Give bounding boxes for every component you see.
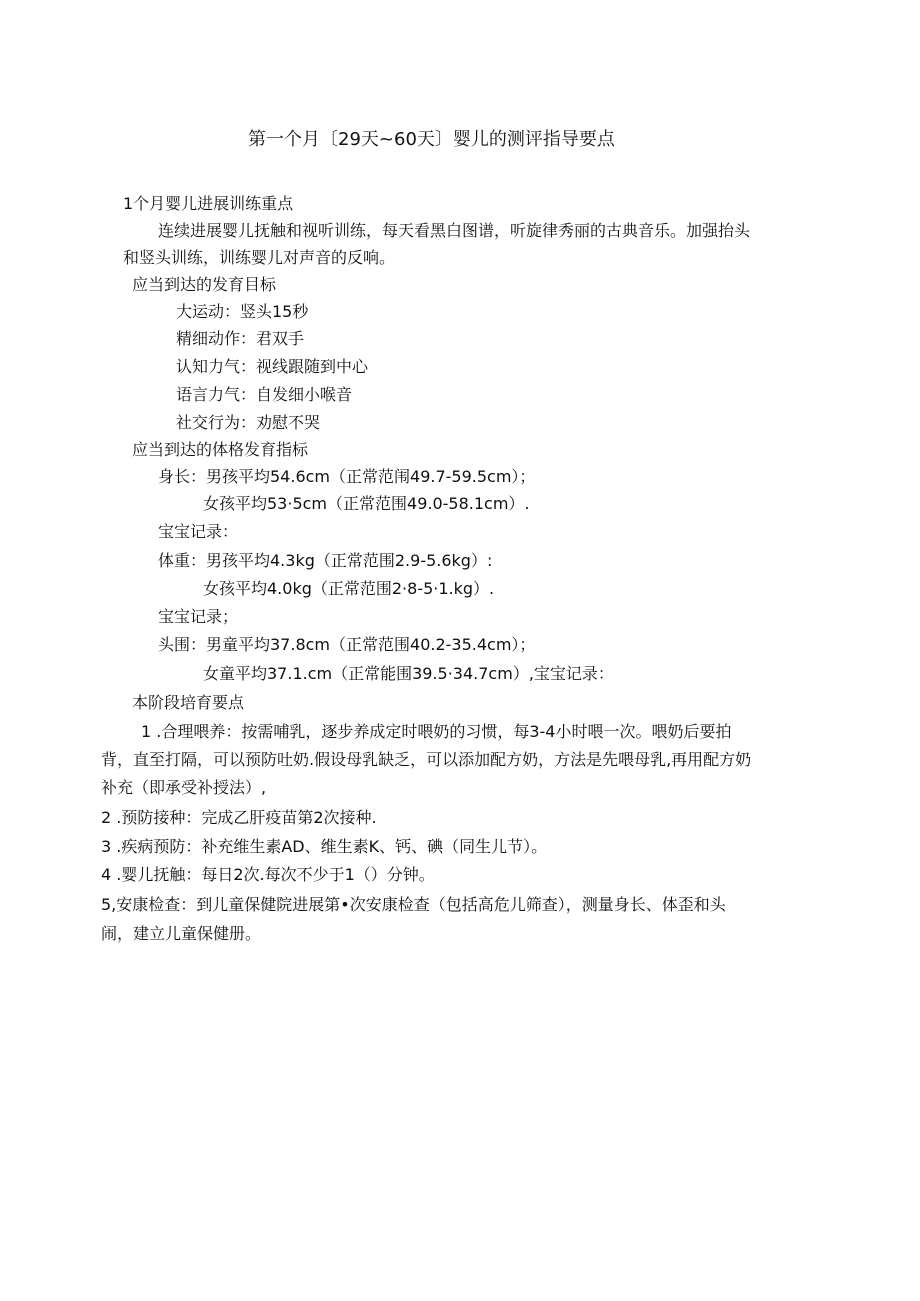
care-item-line: 5,安康检查：到儿童保健院进展第•次安康检查（包括高危儿筛查），测量身长、体歪和头	[101, 895, 726, 914]
training-body-line: 和竖头训练，训练婴儿对声音的反响。	[123, 248, 396, 267]
height-boy: 身长：男孩平均54.6cm（正常范闱49.7-59.5cm）；	[158, 467, 536, 486]
head-boy: 头围：男童平均37.8cm（正常范围40.2-35.4cm）；	[158, 635, 536, 654]
weight-girl: 女孩平均4.0kg（正常范围2·8-5·1.kg）.	[203, 579, 495, 598]
care-item-line: 1 .合理喂养：按需哺乳，逐步养成定时喂奶的习惯，每3-4小时喂一次。喂奶后要拍	[141, 722, 732, 741]
height-record: 宝宝记录：	[158, 522, 239, 541]
care-item-line: 闹，建立儿童保健册。	[101, 924, 262, 943]
dev-goal-item: 语言力气：自发细小喉音	[176, 385, 353, 404]
head-girl: 女童平均37.1.cm（正常能围39.5·34.7cm）,宝宝记录：	[203, 664, 614, 683]
care-item: 3 .疾病预防：补充维生素AD、维生素K、钙、碘（同生儿节）。	[101, 837, 548, 856]
care-item-line: 背，直至打隔，可以预防吐奶.假设母乳缺乏，可以添加配方奶，方法是先喂母乳,再用配方奶	[101, 750, 752, 769]
dev-goal-item: 大运动：竖头15秒	[176, 302, 309, 321]
care-item: 4 .婴儿抚触：每日2次.每次不少于1（）分钟。	[101, 865, 435, 884]
physical-heading: 应当到达的体格发育指标	[132, 440, 309, 459]
training-body-line: 连续进展婴儿抚触和视听训练，每天看黑白图谱，听旋律秀丽的古典音乐。加强抬头	[158, 221, 751, 240]
weight-boy: 体重：男孩平均4.3kg（正常范围2.9-5.6kg）:	[158, 551, 493, 570]
weight-record: 宝宝记录；	[158, 607, 239, 626]
dev-goal-item: 社交行为：劝慰不哭	[176, 413, 321, 432]
training-heading: 1个月婴儿进展训练重点	[123, 194, 294, 213]
page-title: 第一个月〔29天~60天〕婴儿的测评指导要点	[248, 129, 615, 150]
care-item: 2 .预防接种：完成乙肝疫苗第2次接种.	[101, 808, 377, 827]
care-heading: 本阶段培育要点	[132, 693, 245, 712]
care-item-line: 补充（即承受补授法）,	[101, 778, 267, 797]
dev-goal-item: 认知力气：视线跟随到中心	[176, 357, 369, 376]
dev-goal-item: 精细动作：君双手	[176, 329, 305, 348]
height-girl: 女孩平均53·5cm（正常范围49.0-58.1cm）.	[203, 494, 530, 513]
dev-goals-heading: 应当到达的发育目标	[132, 275, 277, 294]
